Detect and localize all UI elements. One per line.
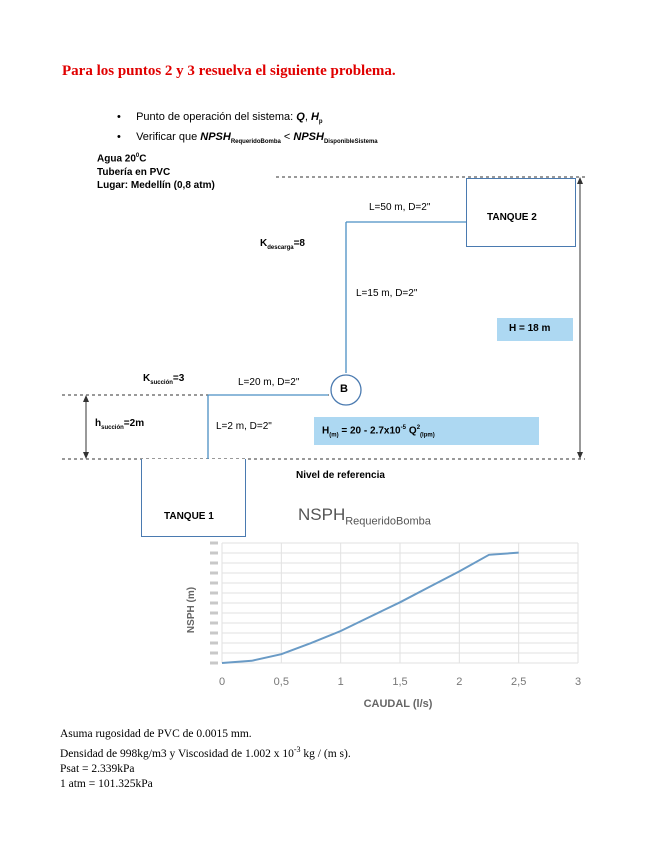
pipe-suction-label: L=20 m, D=2": [238, 377, 300, 388]
tank-2-label: TANQUE 2: [487, 212, 537, 223]
npsh-required: NPSH: [200, 131, 231, 143]
chart-y-tick: [210, 602, 218, 605]
chart-x-tick-label: 1: [337, 676, 344, 688]
chart-x-tick-label: 1,5: [392, 676, 408, 688]
chart-y-tick: [210, 552, 218, 555]
chart-y-tick: [210, 662, 218, 665]
h-subscript: p: [318, 119, 323, 126]
note-density-prefix: Densidad de 998kg/m3 y Viscosidad de 1.002 x 10: [60, 747, 294, 760]
h-succion: [95, 418, 144, 431]
pipe-vertical-label: L=15 m, D=2": [356, 288, 418, 299]
formula-q-sub: (lpm): [420, 432, 435, 439]
tank-2: [466, 178, 576, 247]
hs-arrow-top: [83, 395, 89, 402]
chart-y-tick: [210, 652, 218, 655]
note-roughness: Asuma rugosidad de PVC de 0.0015 mm.: [60, 728, 252, 740]
tank-1: [141, 459, 246, 537]
formula-q-exp: 2: [416, 425, 421, 431]
k-succion-value: =3: [172, 373, 185, 384]
chart-title-main: NSPH: [298, 505, 346, 524]
condition-location: Lugar: Medellín (0,8 atm): [97, 180, 215, 191]
h-succion-value: =2m: [123, 418, 145, 429]
bullet-text: Punto de operación del sistema:: [136, 111, 297, 123]
h-arrow-top: [577, 177, 583, 184]
chart-y-tick: [210, 582, 218, 585]
chart-title: [298, 505, 431, 527]
h-total-box: [497, 318, 573, 341]
celsius-label: C: [139, 153, 147, 165]
chart-y-ticks: [210, 542, 218, 665]
pipe-top-label: L=50 m, D=2": [369, 202, 431, 213]
formula-h: H: [322, 425, 330, 437]
chart-x-tick-label: 0: [218, 676, 226, 688]
k-symbol: K: [260, 238, 268, 249]
page-heading: Para los puntos 2 y 3 resuelva el siguiente problema.: [62, 63, 396, 79]
less-than: <: [280, 131, 294, 143]
bullet-dot: •: [117, 131, 121, 143]
h-total-label: H = 18 m: [509, 323, 551, 334]
chart-y-tick: [210, 562, 218, 565]
k-descarga: [260, 238, 305, 251]
k-descarga-sub: descarga: [267, 245, 294, 251]
nsph-series-line: [222, 553, 519, 663]
h-symbol: H: [310, 111, 319, 123]
k-descarga-value: =8: [293, 238, 305, 249]
chart-x-label: CAUDAL (l/s): [363, 698, 433, 710]
degree-sup: 0: [135, 153, 140, 159]
chart-y-tick: [210, 612, 218, 615]
chart-y-label: NSPH (m): [186, 586, 197, 634]
pipe-short-label: L=2 m, D=2": [216, 421, 272, 432]
h-arrow-bottom: [577, 452, 583, 459]
npsh-available: NPSH: [293, 131, 324, 143]
bullet-dot: •: [117, 111, 121, 123]
water-label: Agua 20: [97, 153, 136, 165]
chart-x-tick-label: 2: [456, 676, 463, 688]
chart-x-tick-label: 0,5: [273, 676, 289, 688]
h-symbol: h: [95, 418, 102, 429]
npsh-available-sub: DisponibleSistema: [323, 139, 378, 146]
tank-1-label: TANQUE 1: [164, 511, 214, 522]
formula-main: = 20 - 2.7x10: [338, 425, 401, 437]
note-atm: 1 atm = 101.325kPa: [60, 777, 153, 790]
reference-level-label: Nivel de referencia: [296, 470, 385, 481]
chart-x-ticks: [219, 676, 581, 688]
npsh-required-sub: RequeridoBomba: [230, 139, 281, 146]
formula-q: Q: [408, 425, 417, 437]
chart-y-tick: [210, 572, 218, 575]
nsph-chart: [180, 535, 600, 710]
formula-h-sub: (m): [329, 432, 339, 439]
bullet-text: Verificar que: [136, 131, 201, 143]
chart-y-tick: [210, 542, 218, 545]
h-succion-sub: succión: [101, 425, 124, 431]
formula-exp: -5: [400, 425, 406, 431]
hs-arrow-bottom: [83, 452, 89, 459]
note-psat: Psat = 2.339kPa: [60, 762, 135, 775]
k-symbol: K: [143, 373, 151, 384]
pump-curve-box: [314, 417, 539, 445]
assumptions-notes: [60, 727, 351, 792]
condition-pipe: Tubería en PVC: [97, 167, 171, 178]
chart-y-tick: [210, 592, 218, 595]
chart-x-tick-label: 3: [574, 676, 582, 688]
k-succion: [143, 373, 184, 386]
pump-curve-formula: [322, 425, 435, 438]
k-succion-sub: succión: [150, 380, 173, 386]
q-symbol: Q: [296, 111, 305, 123]
chart-x-tick-label: 2,5: [511, 676, 527, 688]
chart-y-tick: [210, 642, 218, 645]
note-viscosity-suffix: kg / (m s).: [300, 747, 351, 760]
pump-label: B: [340, 383, 348, 395]
note-density-viscosity: [60, 742, 351, 762]
chart-y-tick: [210, 622, 218, 625]
note-viscosity-exp: -3: [293, 745, 301, 754]
separator: ,: [304, 111, 311, 123]
chart-y-tick: [210, 632, 218, 635]
chart-title-sub: RequeridoBomba: [345, 515, 431, 528]
